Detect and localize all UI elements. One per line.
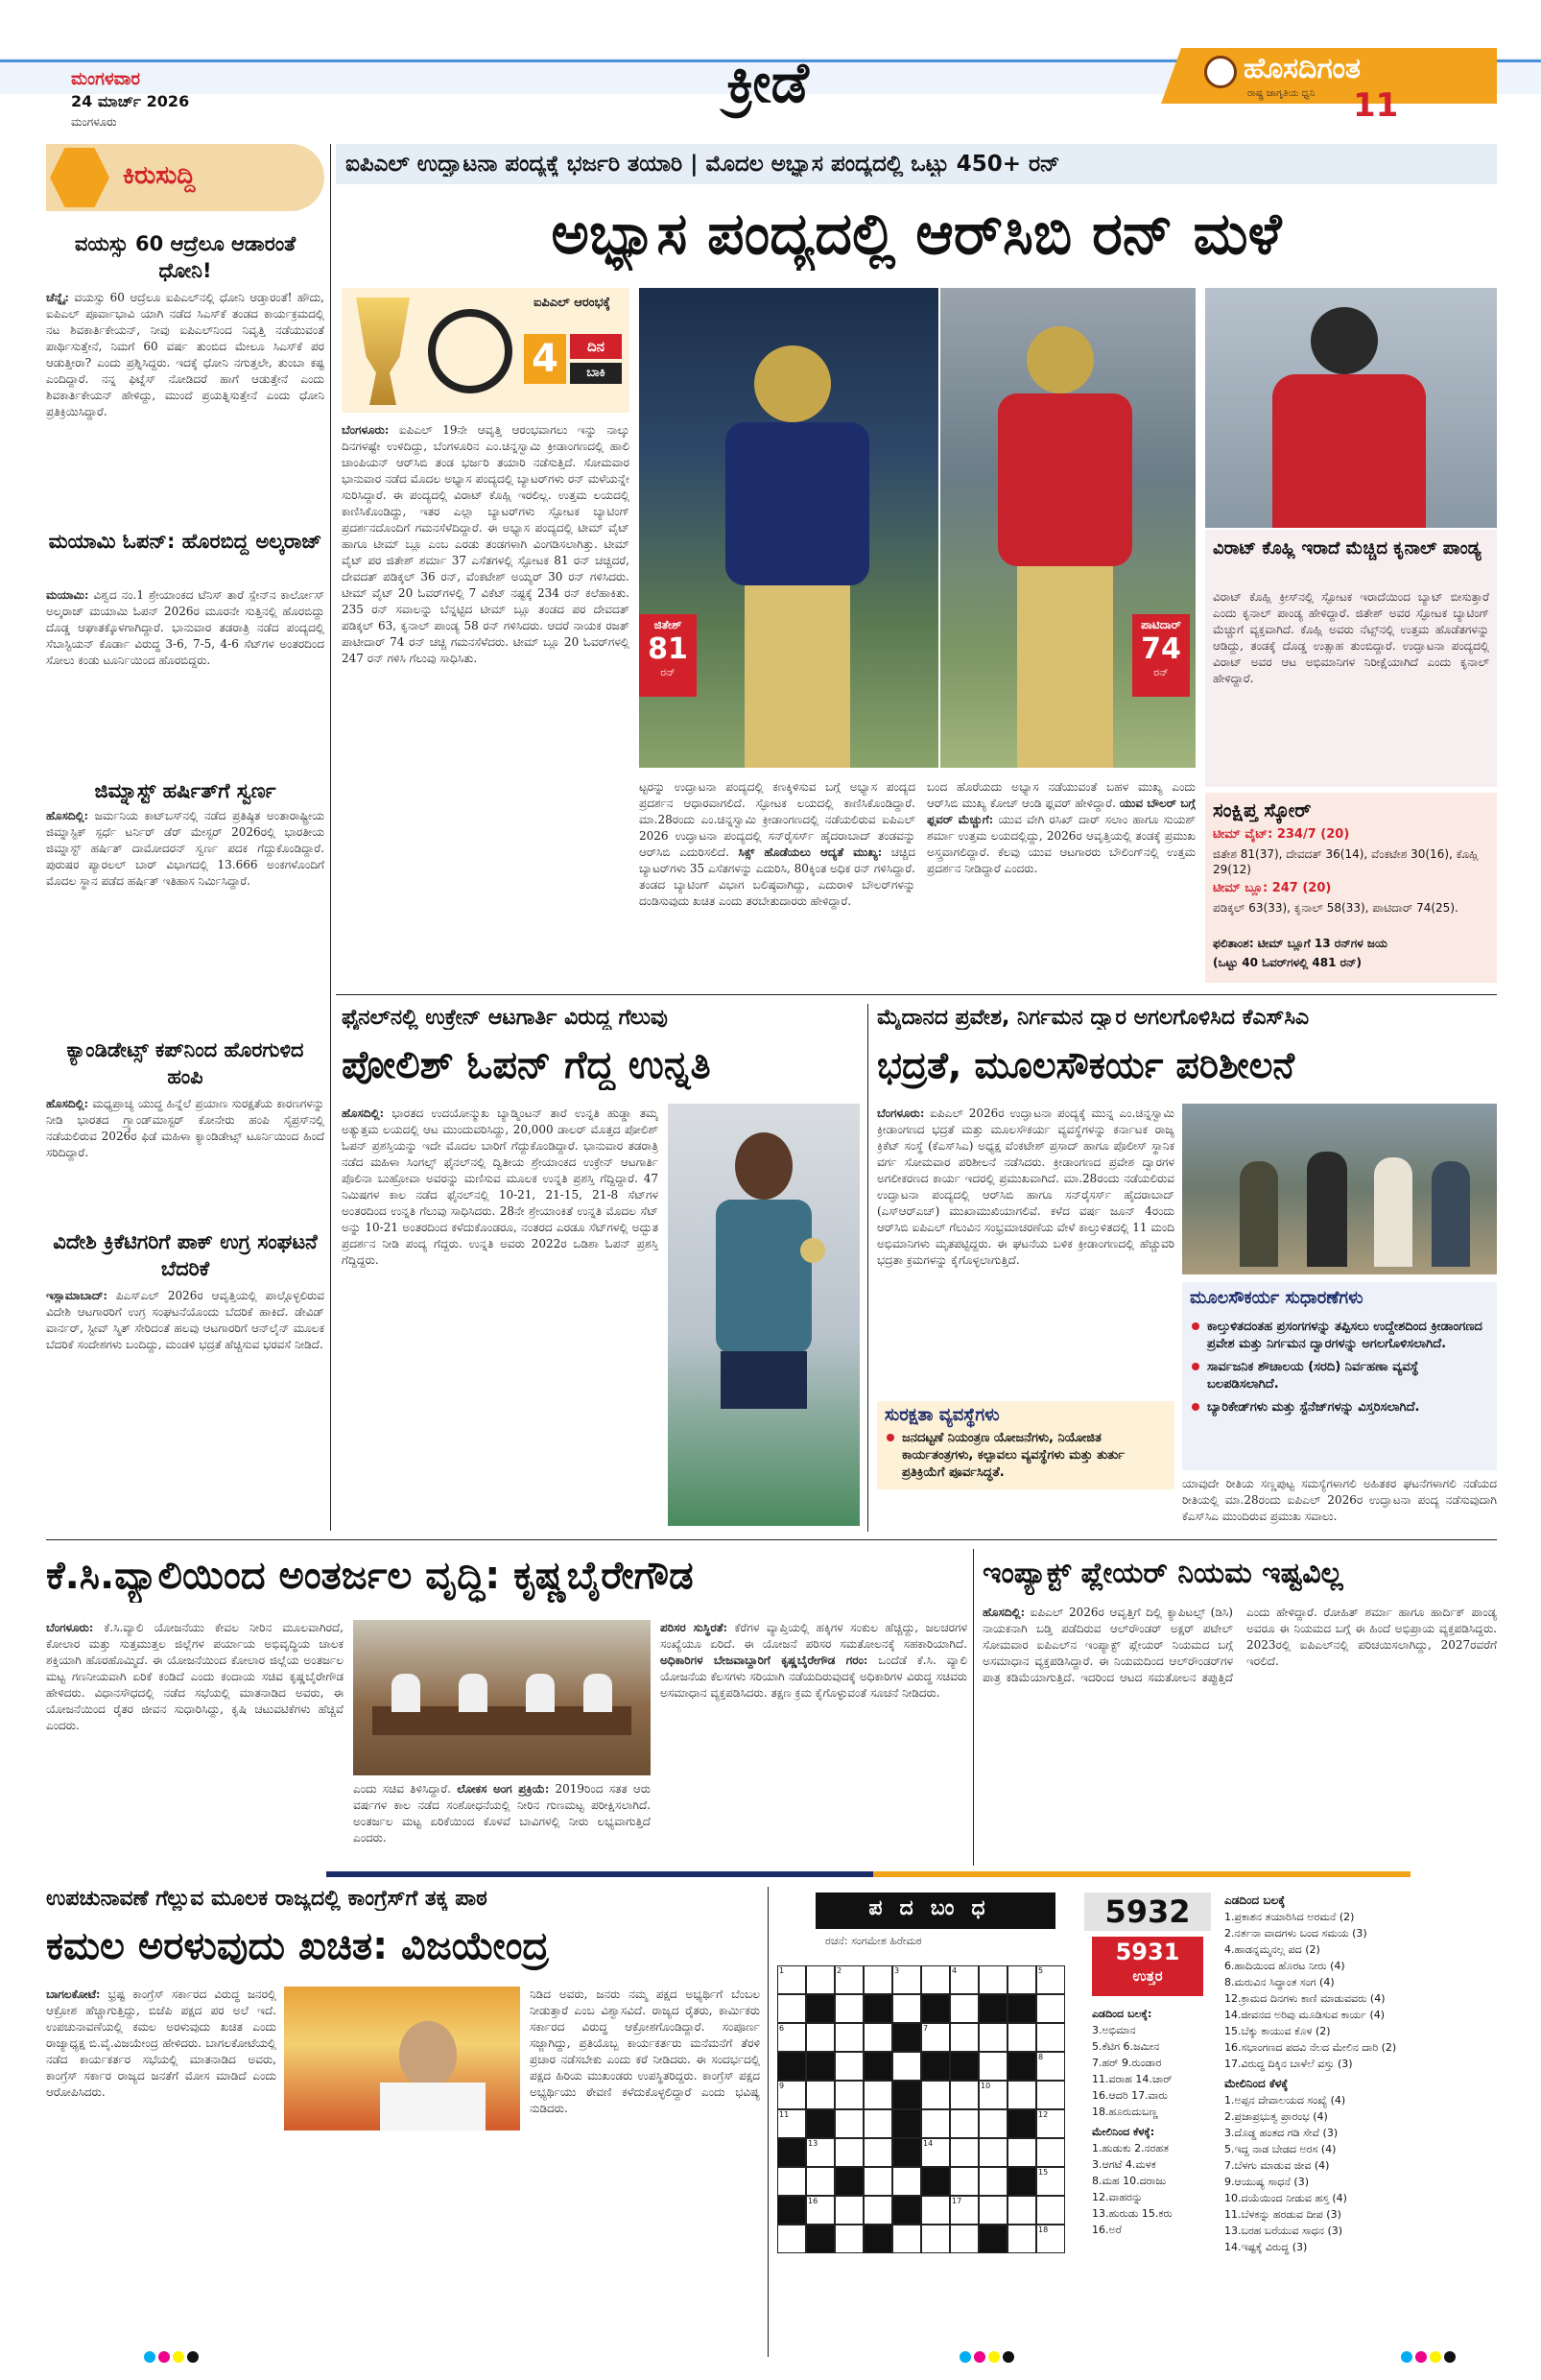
crossword-cell bbox=[892, 2023, 921, 2052]
column-divider bbox=[330, 144, 331, 1531]
photo-meeting bbox=[353, 1620, 651, 1775]
kiru-dateline: ಹೊಸದಿಲ್ಲಿ: bbox=[46, 809, 89, 822]
crossword-cell bbox=[806, 2225, 835, 2253]
crossword-clue-number: 1 bbox=[779, 1966, 785, 1975]
score-unit: ರನ್ bbox=[1153, 666, 1169, 678]
kiru-item-title: ವಿದೇಶಿ ಕ್ರಿಕೆಟಿಗರಿಗೆ ಪಾಕ್ ಉಗ್ರ ಸಂಘಟನೆ ಬೆದರಿಕೆ bbox=[53, 1230, 318, 1280]
trophy-icon bbox=[349, 298, 416, 405]
person-shape bbox=[1432, 1161, 1470, 1267]
crossword-cell[interactable] bbox=[1036, 2196, 1065, 2225]
timer-icon bbox=[428, 309, 512, 393]
crossword-cell bbox=[864, 2052, 892, 2081]
kc-dateline: ಬೆಂಗಳೂರು: bbox=[46, 1621, 94, 1634]
impact-headline: ಇಂಪ್ಯಾಕ್ಟ್ ಪ್ಲೇಯರ್ ನಿಯಮ ಇಷ್ಟವಿಲ್ಲ bbox=[983, 1557, 1343, 1590]
crossword-clues bbox=[1224, 1892, 1497, 2255]
clue: 4.ಹಾಡನ್ನಮ್ಮನಲ್ಲ ಪದ (2) bbox=[1224, 1943, 1320, 1956]
crossword-cell[interactable] bbox=[950, 1994, 979, 2023]
person-shape bbox=[1240, 1161, 1278, 1267]
score-line: (ಒಟ್ಟು 40 ಓವರ್‌ಗಳಲ್ಲಿ 481 ರನ್) bbox=[1213, 956, 1363, 969]
kc-text-3: ಕೆರೆಗಳ ವ್ಯಾಪ್ತಿಯಲ್ಲಿ ಹಕ್ಕಿಗಳ ಸಂಕುಲ ಹೆಚ್ಚಿದ್ದು, ಜಲಚರಗಳ ಸಂಖ್ಯೆಯೂ ಏರಿದೆ. ಈ ಯೋಜನೆ ಪರಿಸರ ಸಮತೋಲನಕ್ಕೆ ಸಹಕಾರಿಯಾಗಿದೆ. bbox=[660, 1621, 967, 1651]
crossword-cell bbox=[892, 2081, 921, 2109]
person-shape bbox=[1374, 1157, 1412, 1267]
vijayendra-dateline: ಬಾಗಲಕೋಟೆ: bbox=[46, 1987, 101, 2001]
kc-body-col3 bbox=[660, 1620, 967, 1860]
kiru-item-title: ಮಯಾಮಿ ಓಪನ್: ಹೊರಬಿದ್ದ ಅಲ್ಕರಾಜ್ bbox=[48, 530, 322, 553]
crossword-cell[interactable] bbox=[892, 2167, 921, 2196]
lead-text-1: ಐಪಿಎಲ್ 19ನೇ ಆವೃತ್ತಿ ಆರಂಭವಾಗಲು ಇನ್ನು ನಾಲ್ಕು ದಿನಗಳಷ್ಟೇ ಉಳಿದಿದ್ದು, ಬೆಂಗಳೂರಿನ ಎಂ.ಚಿನ್ನಸ್ವಾಮಿ ಕ್ರೀಡಾಂಗಣದಲ್ಲಿ ಹಾಲಿ ಚಾಂಪಿಯನ್ ಆರ್‌ಸಿಬಿ ತಂಡ ಭರ್ಜರಿ ತಯಾರಿ ನಡೆಸುತ್ತಿದೆ. ಸೋಮವಾರ ಭಾನುವಾರ ನಡೆದ ಮೊದಲ ಅಭ್ಯಾಸ ಪಂದ್ಯದಲ್ಲಿ ಬ್ಯಾಟರ್‌ಗಳು ರನ್ ಮಳೆಯನ್ನೇ ಸುರಿಸಿದ್ದಾರೆ. ಈ ಪಂದ್ಯದಲ್ಲಿ ವಿರಾಟ್ ಕೊಹ್ಲಿ ಇರಲಿಲ್ಲ. ಉತ್ತಮ ಲಯದಲ್ಲಿ ಕಾಣಿಸಿಕೊಂಡಿದ್ದು, ಇತರ ಎಲ್ಲಾ ಬ್ಯಾಟರ್‌ಗಳು ಸ್ಫೋಟಕ ಬ್ಯಾಟಿಂಗ್ ಪ್ರದರ್ಶನದೊಂದಿಗೆ ಗಮನಸೆಳೆದಿದ್ದಾರೆ. ಈ ಅಭ್ಯಾಸ ಪಂದ್ಯದಲ್ಲಿ ಟೀಮ್ ವೈಟ್ ಹಾಗೂ ಟೀಮ್ ಬ್ಲೂ ಎಂಬ ಎರಡು ತಂಡಗಳಾಗಿ ವಿಂಗಡಿಸಲಾಗಿತ್ತು. ಟೀಮ್ ವೈಟ್ ಪರ ಜಿತೇಶ್ ಶರ್ಮಾ 37 ಎಸೆತಗಳಲ್ಲಿ ಸ್ಫೋಟಕ 81 ರನ್ ಚಚ್ಚಿದರೆ, ದೇವದತ್ ಪಡಿಕ್ಕಲ್ 36 ರನ್, ವೆಂಕಟೇಶ್ ಅಯ್ಯರ್ 30 ರನ್ ಗಳಿಸಿದರು. ಟೀಮ್ ವೈಟ್ 20 ಓವರ್‌ಗಳಲ್ಲಿ 7 ವಿಕೆಟ್ ನಷ್ಟಕ್ಕೆ 234 ರನ್ ಕಲೆಹಾಕಿತು. 235 ರನ್ ಸವಾಲನ್ನು ಬೆನ್ನಟ್ಟಿದ ಟೀಮ್ ಬ್ಲೂ ತಂಡದ ಪರ ದೇವದತ್ ಪಡಿಕ್ಕಲ್ 63, ಕೃನಾಲ್ ಪಾಂಡ್ಯ 58 ರನ್ ಗಳಿಸಿದರು. ಆದರೆ ನಾಯಕ ರಜತ್ ಪಾಟೀದಾರ್ 74 ರನ್ ಚಚ್ಚಿ ಗಮನಸೆಳೆದರು. ಟೀಮ್ ಬ್ಲೂ 20 ಓವರ್‌ಗಳಲ್ಲಿ 247 ರನ್ ಗಳಿಸಿ ಗೆಲುವು ಸಾಧಿಸಿತು. bbox=[342, 423, 629, 665]
crossword-cell[interactable] bbox=[777, 1994, 806, 2023]
score-line: ಜಿತೇಶ 81(37), ದೇವದತ್ 36(14), ವೆಂಕಟೇಶ 30(16), ಕೊಹ್ಲಿ 29(12) bbox=[1213, 847, 1479, 876]
clue: 10.ದಯೆಯಿಂದ ನೀಡುವ ಹಸ್ತ (4) bbox=[1224, 2192, 1347, 2204]
infra-item: ಕಾಲ್ತುಳಿತದಂತಹ ಪ್ರಸಂಗಗಳನ್ನು ತಪ್ಪಿಸಲು ಉದ್ದೇಶದಿಂದ ಕ್ರೀಡಾಂಗಣದ ಪ್ರವೇಶ ಮತ್ತು ನಿರ್ಗಮನ ದ್ವಾರಗಳನ್ನು ಅಗಲಗೊಳಿಸಲಾಗಿದೆ. bbox=[1190, 1319, 1489, 1353]
crossword-cell[interactable] bbox=[921, 1965, 950, 1994]
kc-caption: ಎಂದು ಸಚಿವ ತಿಳಿಸಿದ್ದಾರೆ. bbox=[353, 1782, 452, 1796]
kiru-text: ವಯಸ್ಸು 60 ಆದ್ರೆಲೂ ಐಪಿಎಲ್‌ನಲ್ಲಿ ಧೋನಿ ಆಡ್ತಾರಂತೆ! ಹೌದು, ಐಪಿಎಲ್ ಪೂರ್ವಾಭಾವಿ ಯಾಗಿ ನಡೆದ ಸಿಎಸ್‌ಕೆ ತಂಡದ ಕಾರ್ಯಕ್ರಮದಲ್ಲಿ ನಟ ಶಿವಕಾರ್ತಿಕೇಯನ್, ನೀವು ಐಪಿಎಲ್‌ನಿಂದ ನಿವೃತ್ತಿ ನಡೆಯುವಂತೆ ಪಾರ್ಥಿಸುತ್ತೇನೆ, ನಿಮಗೆ 60 ವರ್ಷ ತುಂಬಿದ ಮೇಲೂ ಸಿಎಸ್‌ಕೆ ಪರ ಆಡುತ್ತೀರಾ? ಎಂದು ಪ್ರಶ್ನಿಸಿದ್ದರು. ಇದಕ್ಕೆ ಧೋನಿ ನಗುತ್ತಲೇ, ತುಂಬಾ ಕಷ್ಟ ಎಂದಿದ್ದಾರೆ. ನನ್ನ ಫಿಟ್ನೆಸ್ ನೋಡಿದರೆ ಹಾಗೆ ಆಡುತ್ತೇನೆ ಎಂದು ಶಿವಕಾರ್ತಿಕೇಯನ್ ಹೇಳಿದ್ದು, ಮುಂದೆ ಪ್ರಯತ್ನಿಸುತ್ತೇನೆ ಎಂದು ಧೋನಿ ಪ್ರತಿಕ್ರಿಯಿಸಿದ್ದಾರೆ. bbox=[46, 291, 324, 418]
crossword-title-row bbox=[816, 1892, 1055, 1929]
score-runs: 81 bbox=[648, 632, 688, 666]
crossword-cell[interactable] bbox=[835, 2138, 864, 2167]
column-divider bbox=[973, 1549, 974, 1866]
kc-subhead-3: ಅಧಿಕಾರಿಗಳ ಬೇಜವಾಬ್ದಾರಿಗೆ ಕೃಷ್ಣಬೈರೇಗೌಡ ಗರಂ: bbox=[660, 1654, 868, 1667]
clue: 17.ವಿರುದ್ಧ ದಿಕ್ಕಿನ ಬಾಳೆಲೆ ವಸ್ತು (3) bbox=[1224, 2058, 1353, 2070]
prev-answers bbox=[1092, 2006, 1215, 2238]
crossword-cell[interactable] bbox=[864, 2109, 892, 2138]
crossword-cell[interactable] bbox=[921, 2109, 950, 2138]
crossword-cell[interactable] bbox=[864, 1965, 892, 1994]
crossword-clue-number: 17 bbox=[952, 2197, 962, 2205]
score-line: ಫಲಿತಾಂಶ: ಟೀಮ್ ಬ್ಲೂಗೆ 13 ರನ್‌ಗಳ ಜಯ bbox=[1213, 937, 1387, 950]
header-day: ಮಂಗಳವಾರ bbox=[71, 69, 141, 89]
crossword-clue-number: 4 bbox=[952, 1966, 958, 1975]
kiru-item-title: ಕ್ಯಾಂಡಿಡೇಟ್ಸ್ ಕಪ್‌ನಿಂದ ಹೊರಗುಳಿದ ಹಂಪಿ bbox=[66, 1038, 304, 1088]
score-badge-jitesh bbox=[639, 614, 697, 697]
photo-kohli bbox=[1205, 288, 1497, 528]
header-date: 24 ಮಾರ್ಚ್ 2026 bbox=[71, 92, 190, 110]
crossword-title: ಪದಬಂಧ bbox=[868, 1896, 1003, 1920]
registration-marks bbox=[144, 2351, 202, 2365]
crossword-cell[interactable] bbox=[806, 2081, 835, 2109]
kc-body bbox=[46, 1620, 344, 1860]
crossword-cell[interactable] bbox=[835, 2023, 864, 2052]
crossword-grid bbox=[777, 1965, 1065, 2253]
crossword-cell[interactable] bbox=[864, 2023, 892, 2052]
section-divider bbox=[336, 994, 1497, 995]
clue: 1.ಅಪ್ಪನ ದೇವಾಲಯದ ಸಂಖ್ಯೆ (4) bbox=[1224, 2094, 1346, 2106]
section-divider bbox=[46, 1539, 1497, 1540]
crossword-cell[interactable] bbox=[979, 2138, 1008, 2167]
crossword-cell[interactable] bbox=[979, 2052, 1008, 2081]
crossword-cell[interactable] bbox=[1008, 1965, 1036, 1994]
answer-line: 3.ಅಭಿಮಾನ bbox=[1092, 2024, 1136, 2036]
registration-marks bbox=[1401, 2351, 1458, 2365]
lead-body bbox=[342, 422, 629, 979]
stadium-text: ಐಪಿಎಲ್ 2026ರ ಉದ್ಘಾಟನಾ ಪಂದ್ಯಕ್ಕೆ ಮುನ್ನ ಎಂ.ಚಿನ್ನಸ್ವಾಮಿ ಕ್ರೀಡಾಂಗಣದ ಭದ್ರತೆ ಮತ್ತು ಮೂಲಸೌಕರ್ಯ ವ್ಯವಸ್ಥೆಗಳನ್ನು ಕರ್ನಾಟಕ ರಾಜ್ಯ ಕ್ರಿಕೆಟ್ ಸಂಸ್ಥೆ (ಕೆಎಸ್‌ಸಿಎ) ಅಧ್ಯಕ್ಷ ವೆಂಕಟೇಶ್ ಪ್ರಸಾದ್ ಹಾಗೂ ಪೊಲೀಸ್ ಸ್ಥಾನಿಕ ವರ್ಗ ಸೋಮವಾರ ಪರಿಶೀಲನೆ ನಡೆಸಿದರು. ಕ್ರೀಡಾಂಗಣದ ಪ್ರವೇಶ ದ್ವಾರಗಳ ಅಗಲೀಕರಣದ ಕಾರ್ಯ ಇದರಲ್ಲಿ ಪ್ರಮುಖವಾಗಿದೆ. ಮಾ.28ರಂದು ನಡೆಯಲಿರುವ ಉದ್ಘಾಟನಾ ಪಂದ್ಯದಲ್ಲಿ ಆರ್‌ಸಿಬಿ ಹಾಗೂ ಸನ್‌ರೈಸರ್ಸ್ ಹೈದರಾಬಾದ್ (ಎಸ್‌ಆರ್‌ಎಚ್) ಮುಖಾಮುಖಿಯಾಗಲಿವೆ. ಕಳೆದ ವರ್ಷ ಜೂನ್ 4ರಂದು ಆರ್‌ಸಿಬಿ ಐಪಿಎಲ್ ಗೆಲುವಿನ ಸಂಭ್ರಮಾಚರಣೆಯ ವೇಳೆ ಕಾಲ್ತುಳಿತದಲ್ಲಿ 11 ಮಂದಿ ಅಭಿಮಾನಿಗಳು ಮೃತಪಟ್ಟಿದ್ದರು. ಈ ಘಟನೆಯ ಬಳಿಕ ಕ್ರೀಡಾಂಗಣದಲ್ಲಿ ಹೆಚ್ಚುವರಿ ಭದ್ರತಾ ಕ್ರಮಗಳನ್ನು ಕೈಗೊಳ್ಳಲಾಗುತ್ತಿದೆ. bbox=[877, 1107, 1174, 1267]
crossword-cell bbox=[892, 2138, 921, 2167]
clues-head: ಎಡದಿಂದ ಬಲಕ್ಕೆ bbox=[1224, 1893, 1286, 1907]
crossword-cell[interactable] bbox=[950, 2225, 979, 2253]
badminton-dateline: ಹೊಸದಿಲ್ಲಿ: bbox=[342, 1107, 385, 1120]
helmet-icon bbox=[754, 345, 831, 422]
crossword-clue-number: 7 bbox=[923, 2024, 929, 2033]
kiru-dateline: ಇಸ್ಲಾಮಾಬಾದ್: bbox=[46, 1289, 107, 1302]
lead-body-col3 bbox=[927, 779, 1196, 981]
crossword-cell[interactable] bbox=[892, 1994, 921, 2023]
answer-line: 8.ಮಹ 10.ದರಾಜು bbox=[1092, 2175, 1167, 2187]
prev-answer-badge bbox=[1092, 1937, 1203, 1996]
paper-tagline: ರಾಷ್ಟ್ರ ಜಾಗೃತಿಯ ಧ್ವನಿ bbox=[1247, 88, 1316, 99]
crossword-cell[interactable] bbox=[979, 1965, 1008, 1994]
clue: 11.ಬೆಳಕನ್ನು ಹರಡುವ ದೀಪ (3) bbox=[1224, 2208, 1341, 2221]
section-title: ಕ್ರೀಡೆ bbox=[726, 50, 809, 115]
crossword-cell[interactable] bbox=[806, 2167, 835, 2196]
crossword-clue-number: 10 bbox=[981, 2082, 991, 2090]
vijayendra-body-col3: ನಿಡಿದ ಅವರು, ಜನರು ನಮ್ಮ ಪಕ್ಷದ ಅಭ್ಯರ್ಥಿಗೆ ಬೆಂಬಲ ನೀಡುತ್ತಾರೆ ಎಂಬ ವಿಶ್ವಾಸವಿದೆ. ರಾಜ್ಯದ ರೈತರು, ಕಾರ್ಮಿಕರು ಸರ್ಕಾರದ ವಿರುದ್ಧ ಆಕ್ರೋಶಗೊಂಡಿದ್ದಾರೆ. ಸಂಪೂರ್ಣ ಸಜ್ಜಾಗಿದ್ದು, ಪ್ರತಿಯೊಬ್ಬ ಕಾರ್ಯಕರ್ತರು ಮನೆಮನೆಗೆ ತೆರಳಿ ಪ್ರಚಾರ ನಡೆಸಬೇಕು ಎಂದು ಕರೆ ನೀಡಿದರು. ಈ ಸಂದರ್ಭದಲ್ಲಿ ಪಕ್ಷದ ಹಿರಿಯ ಮುಖಂಡರು ಉಪಸ್ಥಿತರಿದ್ದರು. ಕಾಂಗ್ರೆಸ್ ಪಕ್ಷದ ಅಭ್ಯರ್ಥಿಯು ಠೇವಣಿ ಕಳೆದುಕೊಳ್ಳಲಿದ್ದಾರೆ ಎಂದು ಭವಿಷ್ಯ ನುಡಿದರು. bbox=[530, 1987, 760, 2115]
kiru-text: ಜರ್ಮನಿಯ ಕಾಟ್‌ಬಸ್‌ನಲ್ಲಿ ನಡೆದ ಪ್ರತಿಷ್ಠಿತ ಅಂತಾರಾಷ್ಟ್ರೀಯ ಜಿಮ್ನಾಸ್ಟಿಕ್ ಸ್ಪರ್ಧೆ ಟರ್ನಿರ್ ಡೆರ್ ಮೇಸ್ಟರ್ 2026ರಲ್ಲಿ ಭಾರತೀಯ ಜಿಮ್ನಾಸ್ಟ್ ಹರ್ಷಿತ್ ದಾಮೋದರನ್ ಸ್ವರ್ಣ ಪದಕ ಗೆದ್ದುಕೊಂಡಿದ್ದಾರೆ. ಪುರುಷರ ಪ್ಯಾರಲಲ್ ಬಾರ್ ವಿಭಾಗದಲ್ಲಿ 13.666 ಅಂಕಗಳೊಂದಿಗೆ ಮೊದಲ ಸ್ಥಾನ ಪಡೆದ ಹರ್ಷಿತ್ ಇತಿಹಾಸ ನಿರ್ಮಿಸಿದ್ದಾರೆ. bbox=[46, 809, 324, 888]
crossword-cell[interactable] bbox=[979, 2023, 1008, 2052]
answer-line: 13.ಹುರುಡು 15.ಕರು bbox=[1092, 2207, 1173, 2220]
answers-head: ಮೇಲಿನಿಂದ ಕೆಳಕ್ಕೆ: bbox=[1092, 2126, 1155, 2138]
kc-subhead-2: ಪರಿಸರ ಸುಸ್ಥಿರತೆ: bbox=[660, 1621, 728, 1634]
crossword-cell[interactable] bbox=[835, 2225, 864, 2253]
countdown-box bbox=[342, 288, 629, 413]
countdown-bottom: ಬಾಕಿ bbox=[570, 363, 622, 384]
crossword-cell[interactable] bbox=[864, 2196, 892, 2225]
clue: 13.ಬರಹ ಬರೆಯುವ ಸಾಧನ (3) bbox=[1224, 2225, 1343, 2237]
crossword-cell[interactable] bbox=[835, 1994, 864, 2023]
kc-headline: ಕೆ.ಸಿ.ವ್ಯಾಲಿಯಿಂದ ಅಂತರ್ಜಲ ವೃದ್ಧಿ: ಕೃಷ್ಣಬೈರೇಗೌಡ bbox=[46, 1554, 694, 1598]
crossword-cell bbox=[1008, 1994, 1036, 2023]
answers-head: ಎಡದಿಂದ ಬಲಕ್ಕೆ: bbox=[1092, 2008, 1152, 2020]
column-divider bbox=[867, 1004, 868, 1532]
lead-kicker: ಐಪಿಎಲ್ ಉದ್ಘಾಟನಾ ಪಂದ್ಯಕ್ಕೆ ಭರ್ಜರಿ ತಯಾರಿ | ಮೊದಲ ಅಭ್ಯಾಸ ಪಂದ್ಯದಲ್ಲಿ ಒಟ್ಟು 450+ ರನ್ bbox=[345, 152, 1060, 177]
answer-line: 1.ಹುಡುಕು 2.ನರಹತ bbox=[1092, 2142, 1169, 2154]
person-shape bbox=[391, 1674, 420, 1712]
crossword-clue-number: 2 bbox=[837, 1966, 842, 1975]
crossword-cell[interactable] bbox=[1036, 1994, 1065, 2023]
score-box bbox=[1205, 793, 1497, 983]
answer-line: 5.ಕೆಟಿಗ 6.ಜಮೀನ bbox=[1092, 2040, 1160, 2053]
person-shape bbox=[583, 1674, 612, 1712]
crossword-cell bbox=[1008, 2167, 1036, 2196]
clue: 8.ಮರುವಿನ ಸಿದ್ಧಾಂತ ಸಂಗ (4) bbox=[1224, 1976, 1335, 1988]
crossword-clue-number: 6 bbox=[779, 2024, 785, 2033]
kc-subhead: ಲೋಕಸ ಅಂಗ ಪ್ರಕ್ರಿಯೆ: bbox=[457, 1782, 550, 1796]
kc-body-col2 bbox=[353, 1781, 651, 1860]
kc-text-1: ಕೆ.ಸಿ.ವ್ಯಾಲಿ ಯೋಜನೆಯು ಕೇವಲ ನೀರಿನ ಮೂಲವಾಗಿರದೆ, ಕೋಲಾರ ಮತ್ತು ಸುತ್ತಮುತ್ತಲ ಜಿಲ್ಲೆಗಳ ಪರ್ಯಾಯ ಅಭಿವೃದ್ಧಿಯ ಚಾಲಕ ಶಕ್ತಿಯಾಗಿ ಹೊರಹೊಮ್ಮಿದೆ. ಈ ಯೋಜನೆಯಿಂದ ಕೋಲಾರ ಜಿಲ್ಲೆಯ ಅಂತರ್ಜಲ ಮಟ್ಟ ಗಣನೀಯವಾಗಿ ಏರಿಕೆ ಕಂಡಿದೆ ಎಂದು ಕಂದಾಯ ಸಚಿವ ಕೃಷ್ಣಬೈರೇಗೌಡ ಹೇಳಿದರು. ವಿಧಾನಸೌಧದಲ್ಲಿ ನಡೆದ ಸಭೆಯಲ್ಲಿ ಮಾತನಾಡಿದ ಅವರು, ಈ ಯೋಜನೆಯಿಂದ ರೈತರ ಜೀವನ ಸುಧಾರಿಸಿದ್ದು, ಕೃಷಿ ಚಟುವಟಿಕೆಗಳು ಹೆಚ್ಚಿವೆ ಎಂದರು. bbox=[46, 1621, 344, 1732]
clue: 14.ಜೀವನದ ಅರಿವು ಮೂಡಿಸುವ ಕಾರ್ಯ (4) bbox=[1224, 2009, 1386, 2021]
infra-item: ಬ್ಯಾರಿಕೇಡ್‌ಗಳು ಮತ್ತು ಸ್ಟೆನೆಜ್‌ಗಳನ್ನು ವಿಸ್ತರಿಸಲಾಗಿದೆ. bbox=[1190, 1399, 1489, 1416]
crossword-cell bbox=[806, 2052, 835, 2081]
head-shape bbox=[399, 2021, 457, 2088]
answer-line: 16.ಆದರಿ 17.ವಾರು bbox=[1092, 2089, 1168, 2102]
jersey-shape bbox=[998, 393, 1132, 566]
score-line: ಪಡಿಕ್ಕಲ್ 63(33), ಕೃನಾಲ್ 58(33), ಪಾಟಿದಾರ್ 74(25). bbox=[1213, 901, 1458, 915]
badminton-kicker: ಫೈನಲ್‌ನಲ್ಲಿ ಉಕ್ರೇನ್ ಆಟಗಾರ್ತಿ ವಿರುದ್ಧ ಗೆಲುವು bbox=[342, 1006, 668, 1030]
lead-subhead-2: ಸಿಕ್ಸ್ ಹೊಡೆಯಲು ಆದ್ಯತೆ ಮುಖ್ಯ: bbox=[738, 845, 883, 859]
crossword-cell bbox=[864, 1994, 892, 2023]
registration-marks bbox=[960, 2351, 1017, 2365]
crossword-cell[interactable] bbox=[806, 2023, 835, 2052]
photo-rally bbox=[284, 1987, 520, 2130]
crossword-cell[interactable] bbox=[1008, 2023, 1036, 2052]
crossword-author: ರಚನೆ: ಸಂಗಮೇಶ ಹಿರೇಮಠ bbox=[825, 1935, 922, 1947]
countdown-number: 4 bbox=[524, 334, 566, 384]
crossword-clue-number: 15 bbox=[1038, 2168, 1049, 2177]
crossword-clue-number: 8 bbox=[1038, 2053, 1044, 2061]
kiru-text: ಪಿಎಸ್‌ಎಲ್ 2026ರ ಆವೃತ್ತಿಯಲ್ಲಿ ಪಾಲ್ಗೊಳ್ಳಲಿರುವ ವಿದೇಶಿ ಆಟಗಾರರಿಗೆ ಉಗ್ರ ಸಂಘಟನೆಯೊಂದು ಬೆದರಿಕೆ ಹಾಕಿದೆ. ಡೇವಿಡ್ ವಾರ್ನರ್, ಸ್ಟೀವ್ ಸ್ಮಿತ್ ಸೇರಿದಂತೆ ಹಲವು ಆಟಗಾರರಿಗೆ ಆನ್‌ಲೈನ್ ಮೂಲಕ ಬೆದರಿಕೆ ಸಂದೇಶಗಳು ಬಂದಿದ್ದು, ಮಂಡಳಿ ಭದ್ರತೆ ಹೆಚ್ಚಿಸುವ ಭರವಸೆ ನೀಡಿದೆ. bbox=[46, 1289, 324, 1351]
crossword-cell[interactable] bbox=[921, 2196, 950, 2225]
pads-shape bbox=[1017, 566, 1113, 768]
crossword-clue-number: 12 bbox=[1038, 2110, 1049, 2119]
clue: 16.ಸಭಾಂಗಣದ ಪದವಿ ನೆಲದ ಮೇಲಿನ ದಾರಿ (2) bbox=[1224, 2041, 1397, 2054]
crossword-cell bbox=[979, 1994, 1008, 2023]
vijayendra-headline: ಕಮಲ ಅರಳುವುದು ಖಚಿತ: ವಿಜಯೇಂದ್ರ bbox=[46, 1924, 550, 1968]
logo-emblem-icon bbox=[1204, 56, 1237, 88]
helmet-icon bbox=[1027, 326, 1094, 393]
crossword-cell[interactable] bbox=[979, 2196, 1008, 2225]
impact-text: ಐಪಿಎಲ್ 2026ರ ಆವೃತ್ತಿಗೆ ದಿಲ್ಲಿ ಕ್ಯಾಪಿಟಲ್ಸ್ (ಡಿಸಿ) ನಾಯಕನಾಗಿ ಬಡ್ತಿ ಪಡೆದಿರುವ ಆಲ್‌ರೌಂಡರ್ ಅಕ್ಷರ್ ಪಟೇಲ್ ಸೋಮವಾರ ಐಪಿಎಲ್‌ನ ಇಂಪ್ಯಾಕ್ಟ್ ಪ್ಲೇಯರ್ ನಿಯಮದ ಬಗ್ಗೆ ಅಸಮಾಧಾನ ವ್ಯಕ್ತಪಡಿಸಿದ್ದಾರೆ. ಈ ನಿಯಮದಿಂದ ಆಲ್‌ರೌಂಡರ್‌ಗಳ ಪಾತ್ರ ಕಡಿಮೆಯಾಗುತ್ತಿದೆ. ಇದರಿಂದ ಆಟದ ಸಮತೋಲನ ತಪ್ಪುತ್ತಿದೆ ಎಂದು ಹೇಳಿದ್ದಾರೆ. ರೋಹಿತ್ ಶರ್ಮಾ ಹಾಗೂ ಹಾರ್ದಿಕ್ ಪಾಂಡ್ಯ ಅವರೂ ಈ ನಿಯಮದ ಬಗ್ಗೆ ಈ ಹಿಂದೆ ಅಭಿಪ್ರಾಯ ವ್ಯಕ್ತಪಡಿಸಿದ್ದರು. 2023ರಲ್ಲಿ ಐಪಿಎಲ್‌ನಲ್ಲಿ ಪರಿಚಯಿಸಲಾಗಿದ್ದು, 2027ರವರೆಗೆ ಇರಲಿದೆ. bbox=[983, 1606, 1497, 1684]
person-shape bbox=[459, 1674, 487, 1712]
crossword-cell[interactable] bbox=[921, 2225, 950, 2253]
crossword-cell bbox=[864, 2225, 892, 2253]
crossword-cell[interactable] bbox=[950, 2081, 979, 2109]
crossword-cell[interactable] bbox=[921, 2081, 950, 2109]
kiru-item-title: ಜಿಮ್ನಾಸ್ಟ್ ಹರ್ಷಿತ್‌ಗೆ ಸ್ವರ್ಣ bbox=[94, 779, 276, 802]
kiru-dateline: ಹೊಸದಿಲ್ಲಿ: bbox=[46, 1097, 89, 1110]
kc-text-2: 2019ರಿಂದ ಸತತ ಆರು ವರ್ಷಗಳ ಕಾಲ ನಡೆದ ಸಂಶೋಧನೆಯಲ್ಲಿ ನೀರಿನ ಗುಣಮಟ್ಟ ಪರೀಕ್ಷಿಸಲಾಗಿದೆ. ಅಂತರ್ಜಲ ಮಟ್ಟ ಏರಿಕೆಯಿಂದ ಕೊಳವೆ ಬಾವಿಗಳಲ್ಲಿ ನೀರು ಲಭ್ಯವಾಗುತ್ತಿದೆ ಎಂದರು. bbox=[353, 1782, 651, 1844]
shirt-shape bbox=[380, 2082, 486, 2130]
crossword-cell[interactable] bbox=[1036, 2023, 1065, 2052]
crossword-cell[interactable] bbox=[979, 2109, 1008, 2138]
crossword-cell[interactable] bbox=[1036, 2138, 1065, 2167]
crossword-cell[interactable] bbox=[892, 2225, 921, 2253]
safety-title: ಸುರಕ್ಷತಾ ವ್ಯವಸ್ಥೆಗಳು bbox=[885, 1405, 1000, 1425]
jersey-shape bbox=[716, 1200, 812, 1353]
clue: 9.ಆಯುಷ್ಯ ಸಾಧನೆ (3) bbox=[1224, 2176, 1309, 2188]
crossword-clue-number: 14 bbox=[923, 2139, 934, 2148]
infra-box bbox=[1182, 1282, 1497, 1470]
kohli-box-title: ವಿರಾಟ್ ಕೊಹ್ಲಿ ಇರಾದೆ ಮೆಚ್ಚಿದ ಕೃನಾಲ್ ಪಾಂಡ್ಯ bbox=[1213, 538, 1482, 559]
crossword-cell bbox=[777, 2052, 806, 2081]
photo-unnati bbox=[668, 1104, 860, 1526]
crossword-cell[interactable] bbox=[1008, 2081, 1036, 2109]
answer-line: 16.ಅರೆ bbox=[1092, 2224, 1123, 2236]
kohli-box bbox=[1205, 530, 1497, 787]
answer-line: 18.ಹೂರುದುಬಣ್ಣ bbox=[1092, 2106, 1158, 2118]
crossword-clue-number: 11 bbox=[779, 2110, 790, 2119]
crossword-clue-number: 13 bbox=[808, 2139, 818, 2148]
kiru-text: ವಿಶ್ವದ ನಂ.1 ಶ್ರೇಯಾಂಕದ ಟೆನಿಸ್ ತಾರೆ ಸ್ಪೇನ್‌ನ ಕಾರ್ಲೋಸ್ ಅಲ್ಕರಾಜ್ ಮಯಾಮಿ ಓಪನ್ 2026ರ ಮೂರನೇ ಸುತ್ತಿನಲ್ಲಿ ಹೊರಬಿದ್ದು ದೊಡ್ಡ ಆಘಾತಕ್ಕೊಳಗಾಗಿದ್ದಾರೆ. ಭಾನುವಾರ ತಡರಾತ್ರಿ ನಡೆದ ಪಂದ್ಯದಲ್ಲಿ ಸೆಬಾಸ್ಟಿಯನ್ ಕೊರ್ಡಾ ವಿರುದ್ಧ 3-6, 7-5, 4-6 ಸೆಟ್‌ಗಳ ಅಂತರದಿಂದ ಸೋಲು ಕಂಡು ಟೂರ್ನಿಯಿಂದ ಹೊರಬಿದ್ದರು. bbox=[46, 588, 324, 667]
person-shape bbox=[526, 1674, 555, 1712]
crossword-cell[interactable] bbox=[950, 2138, 979, 2167]
clue: 5.ಇದ್ದ ನಾಡ ಬೇಡದ ಅರಸ (4) bbox=[1224, 2143, 1337, 2155]
crossword-cell[interactable] bbox=[1008, 2225, 1036, 2253]
crossword-cell bbox=[1008, 2052, 1036, 2081]
clue: 3.ದೊಡ್ಡ ಹಂತದ ಗಡಿ ಸೇವೆ (3) bbox=[1224, 2127, 1339, 2139]
lead-text-5: ಯುವ ವೇಗಿ ರಸಿಖ್ ದಾರ್ ಸಲಾಂ ಹಾಗೂ ಸುಯಶ್ ಶರ್ಮಾ ಉತ್ತಮ ಲಯದಲ್ಲಿದ್ದು, 2026ರ ಆವೃತ್ತಿಯಲ್ಲಿ ತಂಡಕ್ಕೆ ಪ್ರಮುಖ ಅಸ್ತ್ರವಾಗಲಿದ್ದಾರೆ. ಕೆಲವು ಯುವ ಆಟಗಾರರು ಬೌಲಿಂಗ್‌ನಲ್ಲಿ ಉತ್ತಮ ಪ್ರದರ್ಶನ ನೀಡಿದ್ದಾರೆ ಎಂದರು. bbox=[927, 813, 1196, 875]
crossword-cell[interactable] bbox=[979, 2167, 1008, 2196]
crossword-cell bbox=[921, 1994, 950, 2023]
score-unit: ರನ್ bbox=[660, 666, 676, 678]
crossword-cell[interactable] bbox=[835, 2052, 864, 2081]
badminton-headline: ಪೋಲಿಶ್ ಓಪನ್ ಗೆದ್ದ ಉನ್ನತಿ bbox=[342, 1043, 711, 1087]
infra-item: ಸಾರ್ವಜನಿಕ ಶೌಚಾಲಯ (ಸರದಿ) ನಿರ್ವಹಣಾ ವ್ಯವಸ್ಥೆ ಬಲಪಡಿಸಲಾಗಿದೆ. bbox=[1190, 1359, 1489, 1393]
stadium-kicker: ಮೈದಾನದ ಪ್ರವೇಶ, ನಿರ್ಗಮನ ದ್ವಾರ ಅಗಲಗೊಳಿಸಿದ ಕೆಎಸ್‌ಸಿಎ bbox=[877, 1006, 1310, 1030]
medal-icon bbox=[800, 1238, 825, 1263]
infra-list bbox=[1190, 1319, 1489, 1422]
badminton-body bbox=[342, 1106, 658, 1528]
answer-line: 12.ವಾಹರನ್ನು bbox=[1092, 2191, 1143, 2203]
crossword-cell[interactable] bbox=[950, 2023, 979, 2052]
crossword-cell bbox=[921, 2052, 950, 2081]
kohli-box-text: ವಿರಾಟ್ ಕೊಹ್ಲಿ ಕ್ರೀಸ್‌ನಲ್ಲಿ ಸ್ಫೋಟಕ ಇರಾದೆಯಿಂದ ಬ್ಯಾಟ್ ಬೀಸುತ್ತಾರೆ ಎಂದು ಕೃನಾಲ್ ಪಾಂಡ್ಯ ಹೇಳಿದ್ದಾರೆ. ಜಿತೇಶ್ ಅವರ ಸ್ಫೋಟಕ ಬ್ಯಾಟಿಂಗ್ ಮೆಚ್ಚುಗೆ ವ್ಯಕ್ತವಾಗಿದೆ. ಕೊಹ್ಲಿ ಅವರು ನೆಟ್ಸ್‌ನಲ್ಲಿ ಉತ್ತಮ ಹೊಡೆತಗಳನ್ನು ಆಡಿದ್ದು, ತಂಡಕ್ಕೆ ದೊಡ್ಡ ಉತ್ಸಾಹ ತುಂಬಿದ್ದಾರೆ. ಉದ್ಘಾಟನಾ ಪಂದ್ಯದಲ್ಲಿ ವಿರಾಟ್ ಅವರ ಆಟ ಅಭಿಮಾನಿಗಳ ನಿರೀಕ್ಷೆಯಾಗಿದೆ ಎಂದು ಕೃನಾಲ್ ಹೇಳಿದ್ದಾರೆ. bbox=[1213, 590, 1489, 685]
lead-text-2: ಟ್ಟರನ್ನು ಉದ್ಘಾಟನಾ ಪಂದ್ಯದಲ್ಲಿ ಕಣಕ್ಕಿಳಿಸುವ ಬಗ್ಗೆ ಅಭ್ಯಾಸ ಪಂದ್ಯದ ಪ್ರದರ್ಶನ ಆಧಾರವಾಗಲಿದೆ. ಸ್ಫೋಟಕ ಲಯದಲ್ಲಿ ಕಾಣಿಸಿಕೊಂಡಿದ್ದಾರೆ. ಮಾ.28ರಂದು ಎಂ.ಚಿನ್ನಸ್ವಾಮಿ ಕ್ರೀಡಾಂಗಣದಲ್ಲಿ ನಡೆಯಲಿರುವ ಐಪಿಎಲ್ 2026 ಉದ್ಘಾಟನಾ ಪಂದ್ಯದಲ್ಲಿ ಸನ್‌ರೈಸರ್ಸ್ ಹೈದರಾಬಾದ್ ತಂಡವನ್ನು ಆರ್‌ಸಿಬಿ ಎದುರಿಸಲಿದೆ. bbox=[639, 780, 915, 859]
prev-number: 5931 bbox=[1115, 1939, 1180, 1965]
clues-head: ಮೇಲಿನಿಂದ ಕೆಳಕ್ಕೆ bbox=[1224, 2077, 1289, 2090]
kiru-text: ಮಧ್ಯಪ್ರಾಚ್ಯ ಯುದ್ಧ ಹಿನ್ನೆಲೆ ಪ್ರಯಾಣ ಸುರಕ್ಷತೆಯ ಕಾರಣಗಳನ್ನು ನೀಡಿ ಭಾರತದ ಗ್ರ್ಯಾಂಡ್‌ಮಾಸ್ಟರ್ ಕೋನೇರು ಹಂಪಿ ಸೈಪ್ರಸ್‌ನಲ್ಲಿ ನಡೆಯಲಿರುವ 2026ರ ಫಿಡೆ ಮಹಿಳಾ ಕ್ಯಾಂಡಿಡೇಟ್ಸ್ ಟೂರ್ನಿಯಿಂದ ಹಿಂದೆ ಸರಿದಿದ್ದಾರೆ. bbox=[46, 1097, 324, 1159]
kiru-item-body bbox=[46, 1096, 324, 1221]
divider-navy bbox=[326, 1871, 873, 1877]
crossword-cell bbox=[950, 2052, 979, 2081]
score-name: ಜಿತೇಶ್ bbox=[653, 618, 682, 631]
crossword-cell bbox=[1008, 2109, 1036, 2138]
safety-list bbox=[885, 1430, 1167, 1488]
crossword-clue-number: 16 bbox=[808, 2197, 818, 2205]
kiru-item-body bbox=[46, 587, 324, 770]
clue: 7.ಬೆಳಗು ಮಾಡುವ ಜೀವ (4) bbox=[1224, 2159, 1330, 2172]
crossword-cell bbox=[777, 2196, 806, 2225]
crossword-cell bbox=[979, 2225, 1008, 2253]
clue: 2.ನರ್ತನಾ ವಾದಗಳು ಬಂದ ಸಮಯ (3) bbox=[1224, 1927, 1367, 1940]
kc-text-4: ಒಂದೆಡೆ ಕೆ.ಸಿ. ವ್ಯಾಲಿ ಯೋಜನೆಯ ಕೆಲಸಗಳು ಸರಿಯಾಗಿ ನಡೆಯದಿರುವುದಕ್ಕೆ ಅಧಿಕಾರಿಗಳ ವಿರುದ್ಧ ಸಚಿವರು ಅಸಮಾಧಾನ ವ್ಯಕ್ತಪಡಿಸಿದರು. ತಕ್ಷಣ ಕ್ರಮ ಕೈಗೊಳ್ಳುವಂತೆ ಸೂಚನೆ ನೀಡಿದರು. bbox=[660, 1654, 967, 1700]
kiru-dateline: ಮಯಾಮಿ: bbox=[46, 588, 89, 602]
lead-body-col2 bbox=[639, 779, 915, 981]
crossword-cell[interactable] bbox=[777, 2167, 806, 2196]
crossword-cell[interactable] bbox=[892, 2052, 921, 2081]
crossword-number: 5932 bbox=[1084, 1892, 1211, 1931]
head-shape bbox=[735, 1132, 793, 1200]
crossword-cell[interactable] bbox=[777, 2225, 806, 2253]
crossword-cell[interactable] bbox=[806, 1965, 835, 1994]
stadium-dateline: ಬೆಂಗಳೂರು: bbox=[877, 1107, 925, 1120]
kiru-item-title: ವಯಸ್ಸು 60 ಆದ್ರೆಲೂ ಆಡಾರಂತೆ ಧೋನಿ! bbox=[74, 232, 296, 282]
stadium-body bbox=[877, 1106, 1174, 1393]
lead-text-3: ಚಚ್ಚಿದ ಬ್ಯಾಟರ್‌ಗಳು 35 ಎಸೆತಗಳನ್ನು ಎದುರಿಸಿ, 80ಕ್ಕಿಂತ ಅಧಿಕ ರನ್ ಗಳಿಸಿದ್ದಾರೆ. ತಂಡದ ಬ್ಯಾಟಿಂಗ್ ವಿಭಾಗ ಬಲಿಷ್ಠವಾಗಿದ್ದು, ಎದುರಾಳಿ ಬೌಲರ್‌ಗಳನ್ನು ದಂಡಿಸುವುದು ಖಚಿತ ಎಂದು ತರಬೇತುದಾರರು ಹೇಳಿದ್ದಾರೆ. bbox=[639, 845, 915, 908]
kiru-item-body bbox=[46, 1288, 324, 1528]
answer-line: 7.ಹರ್ 9.ರುಂಡಾರ bbox=[1092, 2057, 1162, 2069]
crossword-cell[interactable] bbox=[864, 2138, 892, 2167]
divider-orange bbox=[873, 1871, 1411, 1877]
score-badge-patidar bbox=[1132, 614, 1190, 697]
score-line: ಟೀಮ್ ಬ್ಲೂ: 247 (20) bbox=[1213, 881, 1332, 895]
kiru-dateline: ಚೆನ್ನೈ: bbox=[46, 291, 69, 304]
crossword-cell bbox=[835, 2167, 864, 2196]
safety-item: ಜನದಟ್ಟಣೆ ನಿಯಂತ್ರಣ ಯೋಜನೆಗಳು, ನಿಯೋಜಿತ ಕಾರ್ಯತಂತ್ರಗಳು, ಕಲ್ಪಾವಲು ವ್ಯವಸ್ಥೆಗಳು ಮತ್ತು ತುರ್ತು ಪ್ರತಿಕ್ರಿಯೆಗೆ ಪೂರ್ವಸಿದ್ಧತೆ. bbox=[885, 1430, 1167, 1482]
score-name: ಪಾಟಿದಾರ್ bbox=[1141, 618, 1181, 631]
answer-line: 3.ಆಗಟೆ 4.ಮಳಕ bbox=[1092, 2158, 1156, 2171]
lead-text-4: ಬಂದ ಹೊರೆಯದು ಅಭ್ಯಾಸ ನಡೆಯುವಂತೆ ಬಹಳ ಮುಖ್ಯ ಎಂದು ಆರ್‌ಸಿಬಿ ಮುಖ್ಯ ಕೋಚ್ ಆಂಡಿ ಫ್ಲವರ್ ಹೇಳಿದ್ದಾರೆ. bbox=[927, 780, 1196, 810]
clue: 6.ಹಾದಿಯಿಂದ ಹೊರಟ ನೀರು (4) bbox=[1224, 1960, 1345, 1972]
prev-label: ಉತ್ತರ bbox=[1132, 1967, 1163, 1985]
countdown-unit: ದಿನ bbox=[570, 334, 622, 359]
crossword-clue-number: 5 bbox=[1038, 1966, 1044, 1975]
vijayendra-body bbox=[46, 1987, 276, 2351]
crossword-cell[interactable] bbox=[1036, 2081, 1065, 2109]
crossword-cell bbox=[892, 2196, 921, 2225]
kiru-badge-label: ಕಿರುಸುದ್ದಿ bbox=[123, 161, 196, 190]
score-box-title: ಸಂಕ್ಷಿಪ್ತ ಸ್ಕೋರ್ bbox=[1213, 798, 1312, 821]
countdown-top: ಐಪಿಎಲ್ ಆರಂಭಕ್ಕೆ bbox=[533, 296, 610, 310]
answer-line: 11.ವರಾಹ 14.ಚಾರ್ bbox=[1092, 2073, 1173, 2085]
clue: 14.ಇಷ್ಟಕ್ಕೆ ವಿರುದ್ಧ (3) bbox=[1224, 2241, 1308, 2253]
crossword-clue-number: 18 bbox=[1038, 2225, 1049, 2234]
crossword-cell bbox=[806, 2109, 835, 2138]
stadium-headline: ಭದ್ರತೆ, ಮೂಲಸೌಕರ್ಯ ಪರಿಶೀಲನೆ bbox=[877, 1044, 1294, 1086]
column-divider bbox=[768, 1887, 769, 2357]
crossword-cell[interactable] bbox=[835, 2196, 864, 2225]
jersey-shape bbox=[1272, 374, 1426, 528]
crossword-cell[interactable] bbox=[864, 2167, 892, 2196]
clue: 12.ಕ್ರಾಮದ ದಿನಗಳು ಕಾಣಿ ಮಾಡುವವರು (4) bbox=[1224, 1992, 1386, 2005]
crossword-clue-number: 9 bbox=[779, 2082, 785, 2090]
kiru-item-body bbox=[46, 290, 324, 520]
lead-dateline: ಬೆಂಗಳೂರು: bbox=[342, 423, 390, 437]
badminton-text: ಭಾರತದ ಉದಯೋನ್ಮುಖ ಬ್ಯಾಡ್ಮಿಂಟನ್ ತಾರೆ ಉನ್ನತಿ ಹುಡ್ಡಾ ತಮ್ಮ ಅತ್ಯುತ್ತಮ ಲಯದಲ್ಲಿ ಆಟ ಮುಂದುವರಿಸಿದ್ದು, 20,000 ಡಾಲರ್ ಮೊತ್ತದ ಪೋಲಿಶ್ ಓಪನ್ ಪ್ರಶಸ್ತಿಯನ್ನು ಇದೇ ಮೊದಲ ಬಾರಿಗೆ ಗೆದ್ದುಕೊಂಡಿದ್ದಾರೆ. ಭಾನುವಾರ ತಡರಾತ್ರಿ ನಡೆದ ಮಹಿಳಾ ಸಿಂಗಲ್ಸ್ ಫೈನಲ್‌ನಲ್ಲಿ ದ್ವಿತೀಯ ಶ್ರೇಯಾಂಕದ ಉಕ್ರೇನ್ ಆಟಗಾರ್ತಿ ಪೊಲಿನಾ ಬುಹ್ರೋವಾ ಅವರನ್ನು ಮಣಿಸುವ ಮೂಲಕ ಉನ್ನತಿ ಪ್ರಶಸ್ತಿ ಗೆದ್ದಿದ್ದಾರೆ. 47 ನಿಮಿಷಗಳ ಕಾಲ ನಡೆದ ಫೈನಲ್‌ನಲ್ಲಿ 10-21, 21-15, 21-8 ಸೆಟ್‌ಗಳ ಅಂತರದಿಂದ ಉನ್ನತಿ ಗೆಲುವು ಸಾಧಿಸಿದರು. 28ನೇ ಶ್ರೇಯಾಂಕಿತೆ ಉನ್ನತಿ ಮೊದಲ ಸೆಟ್ ಅನ್ನು 10-21 ಅಂತರದಿಂದ ಕಳೆದುಕೊಂಡರೂ, ನಂತರದ ಎರಡೂ ಸೆಟ್‌ಗಳಲ್ಲಿ ಅದ್ಭುತ ಪ್ರದರ್ಶನ ನೀಡಿ ಪಂದ್ಯ ಗೆದ್ದರು. ಉನ್ನತಿ ಅವರು 2022ರ ಒಡಿಶಾ ಓಪನ್ ಪ್ರಶಸ್ತಿ ಗೆದ್ದಿದ್ದರು. bbox=[342, 1107, 658, 1267]
crossword-cell[interactable] bbox=[950, 2167, 979, 2196]
masthead bbox=[0, 0, 1541, 139]
lead-subhead-3: ಯುವ ಬೌಲರ್‌ ಬಗ್ಗೆ ಫ್ಲವರ್ ಮೆಚ್ಚುಗೆ: bbox=[927, 797, 1196, 826]
vijayendra-text-1: ಭ್ರಷ್ಟ ಕಾಂಗ್ರೆಸ್ ಸರ್ಕಾರದ ವಿರುದ್ಧ ಜನರಲ್ಲಿ ಆಕ್ರೋಶ ಹೆಚ್ಚಾಗುತ್ತಿದ್ದು, ಬಿಜೆಪಿ ಪಕ್ಷದ ಪರ ಅಲೆ ಇದೆ. ಉಪಚುನಾವಣೆಯಲ್ಲಿ ಕಮಲ ಅರಳುವುದು ಖಚಿತ ಎಂದು ರಾಜ್ಯಾಧ್ಯಕ್ಷ ಬಿ.ವೈ.ವಿಜಯೇಂದ್ರ ಹೇಳಿದರು. ಬಾಗಲಕೋಟೆಯಲ್ಲಿ ನಡೆದ ಕಾರ್ಯಕರ್ತರ ಸಭೆಯಲ್ಲಿ ಮಾತನಾಡಿದ ಅವರು, ಕಾಂಗ್ರೆಸ್ ಸರ್ಕಾರ ರಾಜ್ಯದ ಜನತೆಗೆ ಮೋಸ ಮಾಡಿದೆ ಎಂದು ಆರೋಪಿಸಿದರು. bbox=[46, 1987, 276, 2099]
crossword-cell[interactable] bbox=[835, 2081, 864, 2109]
crossword-clue-number: 3 bbox=[894, 1966, 900, 1975]
stadium-body-end: ಯಾವುದೇ ರೀತಿಯ ಸಣ್ಣಪುಟ್ಟ ಸಮಸ್ಯೆಗಳಾಗಲಿ ಅಹಿತಕರ ಘಟನೆಗಳಾಗಲಿ ನಡೆಯದ ರೀತಿಯಲ್ಲಿ ಮಾ.28ರಂದು ಐಪಿಎಲ್ 2026ರ ಉದ್ಘಾಟನಾ ಪಂದ್ಯ ನಡೆಸುವುದಾಗಿ ಕೆಎಸ್‌ಸಿಎ ಮುಂದಿರುವ ಪ್ರಮುಖ ಸವಾಲು. bbox=[1182, 1477, 1497, 1523]
page-number: 11 bbox=[1353, 86, 1399, 125]
crossword-cell[interactable] bbox=[835, 2109, 864, 2138]
lead-headline: ಅಭ್ಯಾಸ ಪಂದ್ಯದಲ್ಲಿ ಆರ್‌ಸಿಬಿ ರನ್ ಮಳೆ bbox=[551, 201, 1282, 268]
crossword-cell bbox=[806, 1994, 835, 2023]
paper-name: ಹೊಸದಿಗಂತ bbox=[1244, 52, 1361, 85]
impact-body bbox=[983, 1605, 1497, 1860]
score-runs: 74 bbox=[1141, 632, 1181, 666]
crossword-cell bbox=[777, 2138, 806, 2167]
pads-shape bbox=[745, 585, 850, 768]
crossword-cell[interactable] bbox=[950, 2109, 979, 2138]
crossword-cell[interactable] bbox=[864, 2081, 892, 2109]
crossword-cell bbox=[892, 2109, 921, 2138]
person-shape bbox=[1307, 1152, 1347, 1267]
vijayendra-kicker: ಉಪಚುನಾವಣೆ ಗೆಲ್ಲುವ ಮೂಲಕ ರಾಜ್ಯದಲ್ಲಿ ಕಾಂಗ್ರೆಸ್‌ಗೆ ತಕ್ಕ ಪಾಠ bbox=[46, 1887, 487, 1911]
clue: 2.ಪ್ರಜಾಪ್ರಭುತ್ವ ಪ್ರಾರಂಭ (4) bbox=[1224, 2110, 1328, 2123]
clue: 15.ಬೆಕ್ಕು ಕಾಯುವ ಕೊಳ (2) bbox=[1224, 2025, 1331, 2037]
jersey-shape bbox=[725, 422, 869, 585]
kiru-suddi-column bbox=[46, 144, 324, 1531]
infra-title: ಮೂಲಸೌಕರ್ಯ ಸುಧಾರಣೆಗಳು bbox=[1190, 1288, 1363, 1308]
safety-box bbox=[877, 1401, 1174, 1489]
helmet-icon bbox=[1311, 307, 1378, 374]
crossword-cell[interactable] bbox=[1008, 2196, 1036, 2225]
crossword-cell[interactable] bbox=[1008, 2138, 1036, 2167]
impact-dateline: ಹೊಸದಿಲ್ಲಿ: bbox=[983, 1606, 1026, 1619]
clue: 1.ಪ್ರಕಾಶನ ತಯಾರಿಸಿದ ಅರಮನೆ (2) bbox=[1224, 1911, 1355, 1923]
skirt-shape bbox=[721, 1351, 807, 1409]
photo-inspection bbox=[1182, 1104, 1497, 1274]
header-city: ಮಂಗಳೂರು bbox=[71, 115, 117, 129]
crossword-cell bbox=[921, 2167, 950, 2196]
score-line: ಟೀಮ್ ವೈಟ್: 234/7 (20) bbox=[1213, 827, 1350, 842]
